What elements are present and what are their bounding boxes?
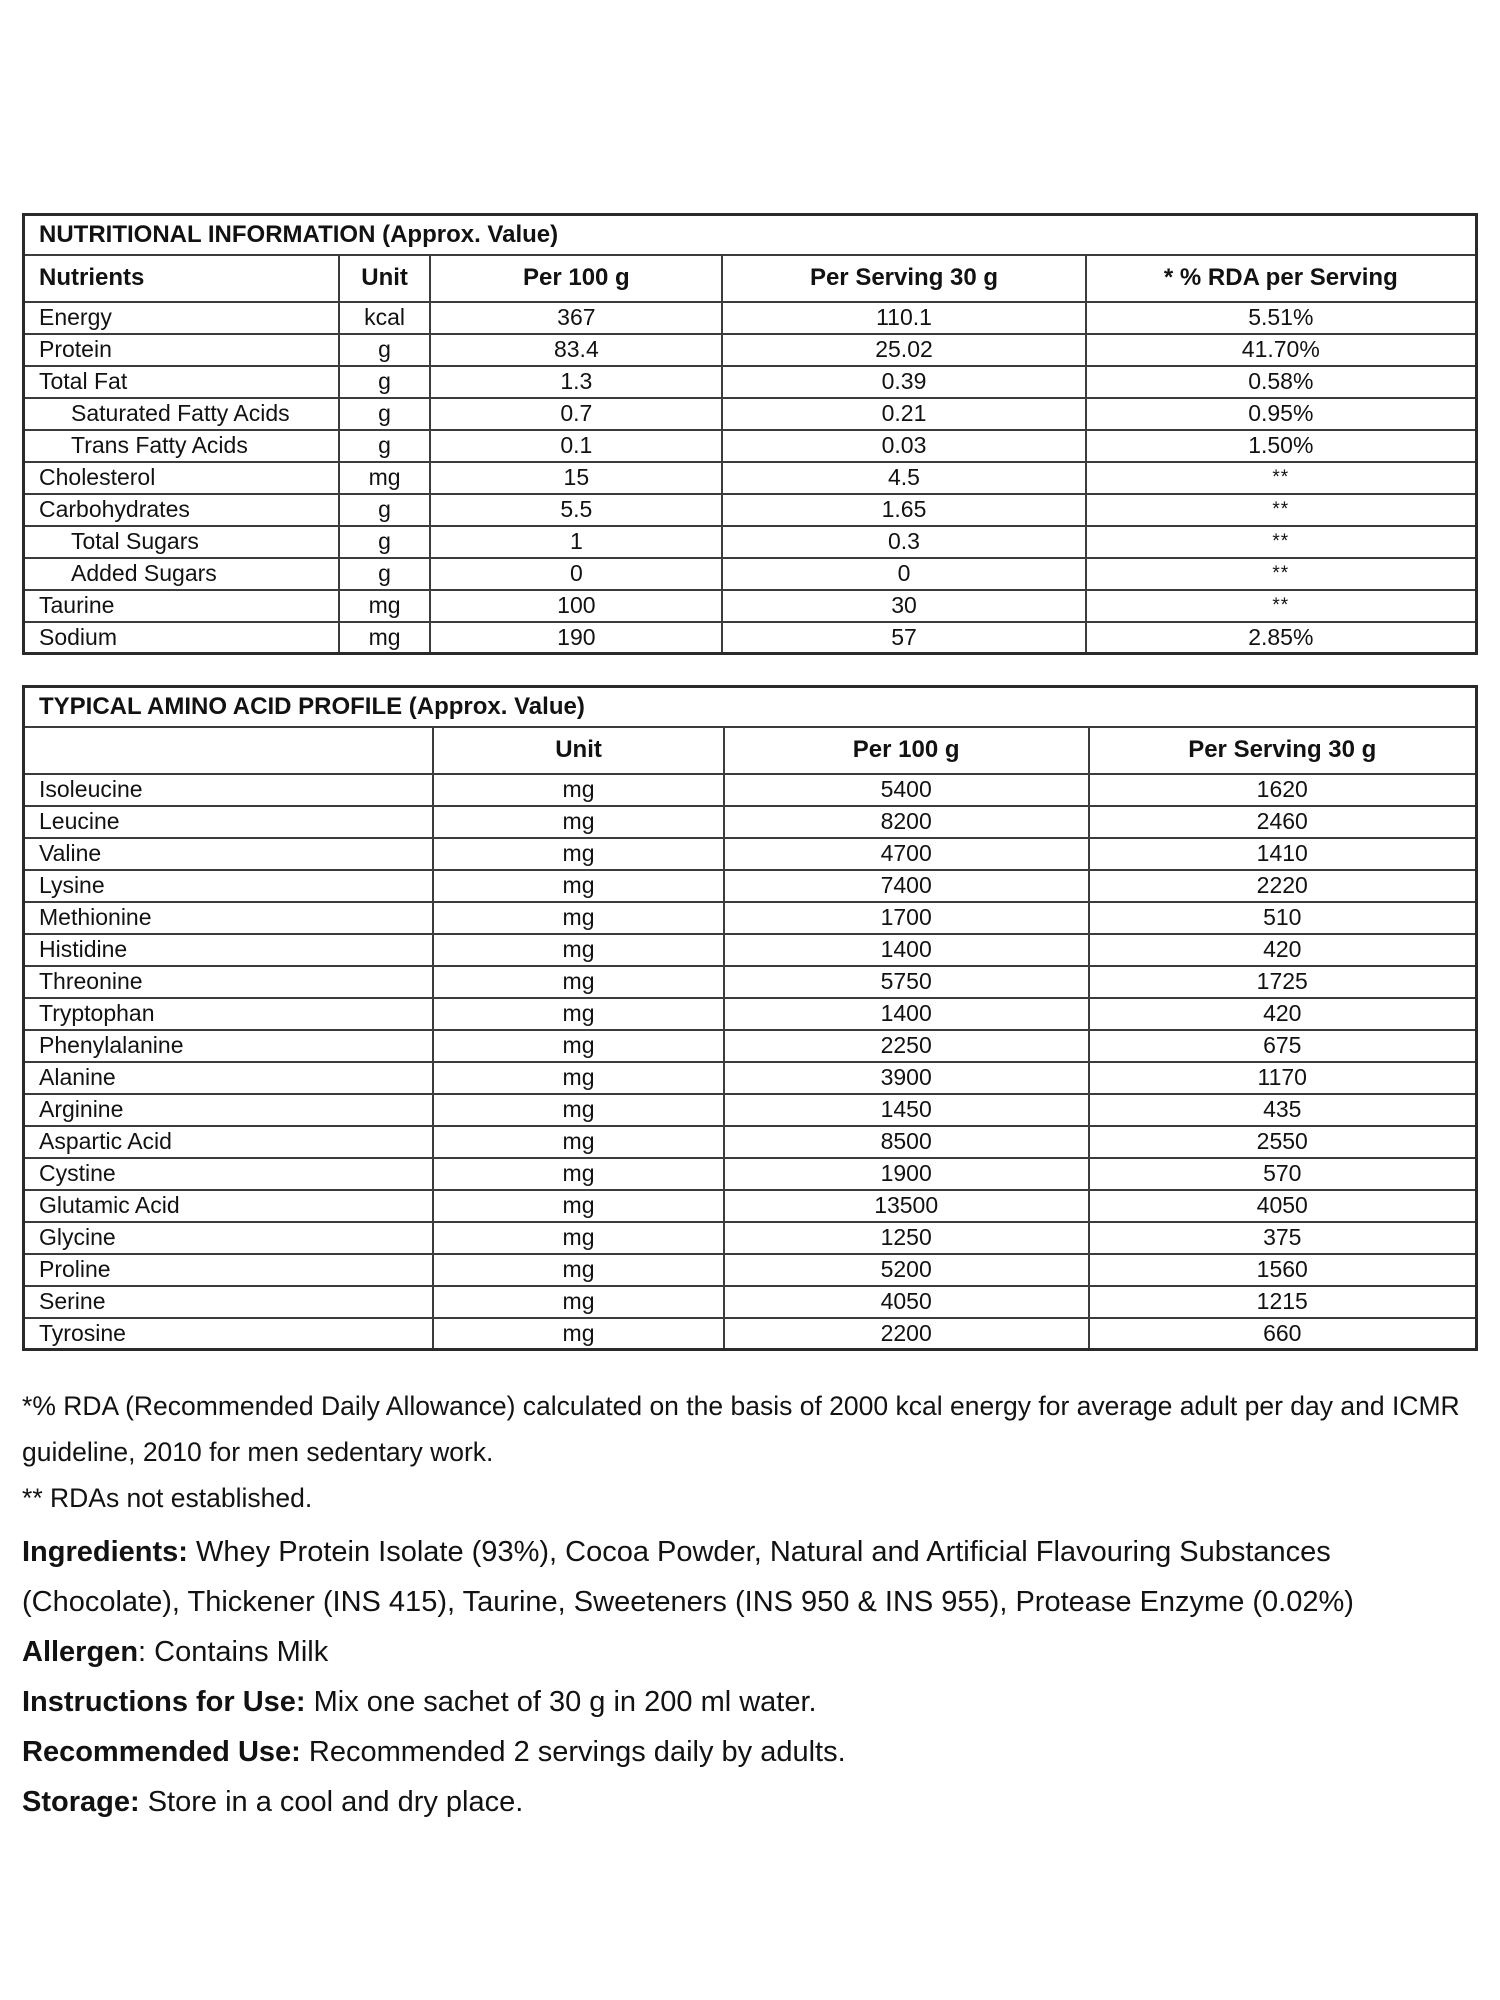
amino-table-row [24,998,1477,1030]
per-100g-cell: 5750 [724,966,1089,998]
per-100g-cell: 0.7 [430,398,722,430]
unit-cell: mg [433,774,724,806]
nutrient-name-cell: Sodium [24,622,339,654]
info-line-instructions-for-use [22,1677,1480,1727]
rda-cell: ** [1086,462,1477,494]
nutrient-name-cell: Total Sugars [24,526,339,558]
amino-table-row [24,1286,1477,1318]
unit-cell: g [339,494,431,526]
info-label-storage: Storage: [22,1786,140,1818]
nutrient-name-cell: Cholesterol [24,462,339,494]
unit-cell: mg [433,870,724,902]
rda-cell: 0.95% [1086,398,1477,430]
unit-cell: g [339,366,431,398]
nutrition-table-title-row [24,215,1477,255]
nutrition-table-row [24,558,1477,590]
col-header-nutrients: Nutrients [24,255,339,302]
rda-cell: 0.58% [1086,366,1477,398]
amino-name-cell: Histidine [24,934,434,966]
unit-cell: mg [433,1190,724,1222]
unit-cell: mg [433,1062,724,1094]
per-100g-cell: 1400 [724,998,1089,1030]
amino-table-row [24,806,1477,838]
nutrient-name-cell: Added Sugars [24,558,339,590]
per-serving-cell: 57 [722,622,1085,654]
amino-col-header-per-100g: Per 100 g [724,727,1089,774]
amino-table-row [24,774,1477,806]
per-100g-cell: 4050 [724,1286,1089,1318]
per-100g-cell: 190 [430,622,722,654]
unit-cell: mg [433,1222,724,1254]
per-serving-cell: 2220 [1089,870,1477,902]
nutrition-table-row [24,366,1477,398]
per-100g-cell: 0 [430,558,722,590]
per-serving-cell: 0 [722,558,1085,590]
amino-name-cell: Tyrosine [24,1318,434,1350]
per-serving-cell: 1410 [1089,838,1477,870]
amino-name-cell: Alanine [24,1062,434,1094]
per-100g-cell: 5.5 [430,494,722,526]
unit-cell: mg [433,934,724,966]
per-serving-cell: 510 [1089,902,1477,934]
amino-name-cell: Methionine [24,902,434,934]
rda-cell: ** [1086,526,1477,558]
per-100g-cell: 5200 [724,1254,1089,1286]
amino-name-cell: Arginine [24,1094,434,1126]
amino-name-cell: Phenylalanine [24,1030,434,1062]
per-serving-cell: 435 [1089,1094,1477,1126]
per-serving-cell: 110.1 [722,302,1085,334]
per-100g-cell: 4700 [724,838,1089,870]
amino-table-row [24,838,1477,870]
unit-cell: mg [433,966,724,998]
info-label-allergen: Allergen [22,1636,139,1668]
per-100g-cell: 1900 [724,1158,1089,1190]
per-serving-cell: 25.02 [722,334,1085,366]
per-serving-cell: 4050 [1089,1190,1477,1222]
per-serving-cell: 570 [1089,1158,1477,1190]
amino-table-row [24,1126,1477,1158]
nutrient-name-cell: Taurine [24,590,339,622]
per-serving-cell: 675 [1089,1030,1477,1062]
info-text-storage: Store in a cool and dry place. [139,1786,524,1818]
rda-not-established-note: ** RDAs not established. [22,1483,313,1513]
amino-name-cell: Glycine [24,1222,434,1254]
amino-name-cell: Glutamic Acid [24,1190,434,1222]
per-serving-cell: 0.39 [722,366,1085,398]
nutrition-table-row [24,526,1477,558]
nutrition-table [22,213,1478,655]
per-100g-cell: 15 [430,462,722,494]
nutrition-table-row [24,494,1477,526]
per-serving-cell: 420 [1089,934,1477,966]
unit-cell: kcal [339,302,431,334]
nutrition-table-row [24,334,1477,366]
unit-cell: mg [433,1126,724,1158]
nutrition-table-row [24,398,1477,430]
per-100g-cell: 1400 [724,934,1089,966]
amino-name-cell: Valine [24,838,434,870]
nutrient-name-cell: Trans Fatty Acids [24,430,339,462]
amino-table-title: TYPICAL AMINO ACID PROFILE (Approx. Value) [24,687,1477,727]
per-100g-cell: 1 [430,526,722,558]
rda-note: *% RDA (Recommended Daily Allowance) calculated on the basis of 2000 kcal energy for average adult per day and ICMR guideline, 2010 for men sedentary work. [22,1391,1460,1467]
amino-table-row [24,1158,1477,1190]
amino-table-row [24,870,1477,902]
per-100g-cell: 1450 [724,1094,1089,1126]
nutrient-name-cell: Total Fat [24,366,339,398]
info-line-allergen [22,1627,1480,1677]
unit-cell: mg [433,1094,724,1126]
amino-name-cell: Proline [24,1254,434,1286]
per-serving-cell: 0.03 [722,430,1085,462]
amino-table-row [24,902,1477,934]
unit-cell: mg [339,462,431,494]
per-serving-cell: 660 [1089,1318,1477,1350]
unit-cell: g [339,398,431,430]
amino-col-header-unit: Unit [433,727,724,774]
unit-cell: mg [433,1318,724,1350]
unit-cell: g [339,334,431,366]
rda-cell: 41.70% [1086,334,1477,366]
nutrition-table-row [24,622,1477,654]
amino-name-cell: Threonine [24,966,434,998]
amino-name-cell: Leucine [24,806,434,838]
amino-col-header-per-serving: Per Serving 30 g [1089,727,1477,774]
amino-table-row [24,1094,1477,1126]
per-100g-cell: 8200 [724,806,1089,838]
info-text-allergen: : Contains Milk [138,1636,329,1668]
nutrition-table-header-row [24,255,1477,302]
per-100g-cell: 83.4 [430,334,722,366]
amino-table-row [24,1254,1477,1286]
amino-table-row [24,1318,1477,1350]
info-line-storage [22,1777,1480,1827]
nutrition-table-title: NUTRITIONAL INFORMATION (Approx. Value) [24,215,1477,255]
per-serving-cell: 375 [1089,1222,1477,1254]
per-100g-cell: 367 [430,302,722,334]
per-100g-cell: 1250 [724,1222,1089,1254]
amino-table-body [24,774,1477,1350]
per-serving-cell: 4.5 [722,462,1085,494]
info-text-instructions-for-use: Mix one sachet of 30 g in 200 ml water. [305,1686,817,1718]
amino-table-row [24,934,1477,966]
per-serving-cell: 1725 [1089,966,1477,998]
amino-table-row [24,1062,1477,1094]
amino-name-cell: Lysine [24,870,434,902]
nutrition-table-row [24,430,1477,462]
per-100g-cell: 13500 [724,1190,1089,1222]
amino-table-header-row [24,727,1477,774]
amino-name-cell: Cystine [24,1158,434,1190]
footer-text-block [22,1351,1480,1827]
info-text-ingredients: Whey Protein Isolate (93%), Cocoa Powder, Natural and Artificial Flavouring Substances (Chocolate), Thickener (INS 415), Taurine, Sweeteners (INS 950 & INS 955), Protease Enzyme (0.02%) [22,1536,1354,1618]
col-header-per-100g: Per 100 g [430,255,722,302]
per-100g-cell: 2200 [724,1318,1089,1350]
amino-table-row [24,1030,1477,1062]
amino-acid-table [22,685,1478,1351]
per-serving-cell: 1560 [1089,1254,1477,1286]
info-line-ingredients [22,1527,1480,1627]
rda-cell: ** [1086,558,1477,590]
info-line-recommended-use [22,1727,1480,1777]
rda-cell: 2.85% [1086,622,1477,654]
info-block [22,1521,1480,1827]
nutrition-table-row [24,462,1477,494]
unit-cell: g [339,430,431,462]
amino-name-cell: Isoleucine [24,774,434,806]
amino-table-title-row [24,687,1477,727]
rda-cell: ** [1086,590,1477,622]
per-100g-cell: 3900 [724,1062,1089,1094]
rda-cell: 1.50% [1086,430,1477,462]
nutrient-name-cell: Protein [24,334,339,366]
nutrient-name-cell: Carbohydrates [24,494,339,526]
per-100g-cell: 8500 [724,1126,1089,1158]
unit-cell: mg [433,902,724,934]
amino-col-header-blank [24,727,434,774]
per-100g-cell: 2250 [724,1030,1089,1062]
per-100g-cell: 1700 [724,902,1089,934]
col-header-unit: Unit [339,255,431,302]
amino-table-row [24,1222,1477,1254]
amino-name-cell: Aspartic Acid [24,1126,434,1158]
unit-cell: mg [433,1286,724,1318]
rda-cell: ** [1086,494,1477,526]
rda-cell: 5.51% [1086,302,1477,334]
nutrition-table-row [24,590,1477,622]
unit-cell: g [339,526,431,558]
unit-cell: mg [433,1254,724,1286]
unit-cell: mg [433,806,724,838]
per-serving-cell: 1170 [1089,1062,1477,1094]
info-label-recommended-use: Recommended Use: [22,1736,301,1768]
table-gap [22,655,1478,685]
unit-cell: mg [433,838,724,870]
per-100g-cell: 0.1 [430,430,722,462]
nutrient-name-cell: Energy [24,302,339,334]
per-serving-cell: 1215 [1089,1286,1477,1318]
per-serving-cell: 0.21 [722,398,1085,430]
per-serving-cell: 2460 [1089,806,1477,838]
per-serving-cell: 420 [1089,998,1477,1030]
per-100g-cell: 7400 [724,870,1089,902]
per-serving-cell: 30 [722,590,1085,622]
per-serving-cell: 1.65 [722,494,1085,526]
unit-cell: mg [433,1158,724,1190]
per-100g-cell: 100 [430,590,722,622]
per-serving-cell: 2550 [1089,1126,1477,1158]
amino-name-cell: Tryptophan [24,998,434,1030]
nutrition-table-row [24,302,1477,334]
col-header-per-serving: Per Serving 30 g [722,255,1085,302]
per-100g-cell: 5400 [724,774,1089,806]
info-text-recommended-use: Recommended 2 servings daily by adults. [300,1736,846,1768]
nutrient-name-cell: Saturated Fatty Acids [24,398,339,430]
per-serving-cell: 1620 [1089,774,1477,806]
amino-table-row [24,1190,1477,1222]
per-100g-cell: 1.3 [430,366,722,398]
info-label-ingredients: Ingredients: [22,1536,188,1568]
amino-table-row [24,966,1477,998]
info-label-instructions-for-use: Instructions for Use: [22,1686,306,1718]
unit-cell: mg [339,622,431,654]
unit-cell: mg [433,1030,724,1062]
col-header-rda-per-serving: * % RDA per Serving [1086,255,1477,302]
unit-cell: mg [433,998,724,1030]
per-serving-cell: 0.3 [722,526,1085,558]
unit-cell: mg [339,590,431,622]
nutrition-table-body [24,302,1477,654]
unit-cell: g [339,558,431,590]
amino-name-cell: Serine [24,1286,434,1318]
